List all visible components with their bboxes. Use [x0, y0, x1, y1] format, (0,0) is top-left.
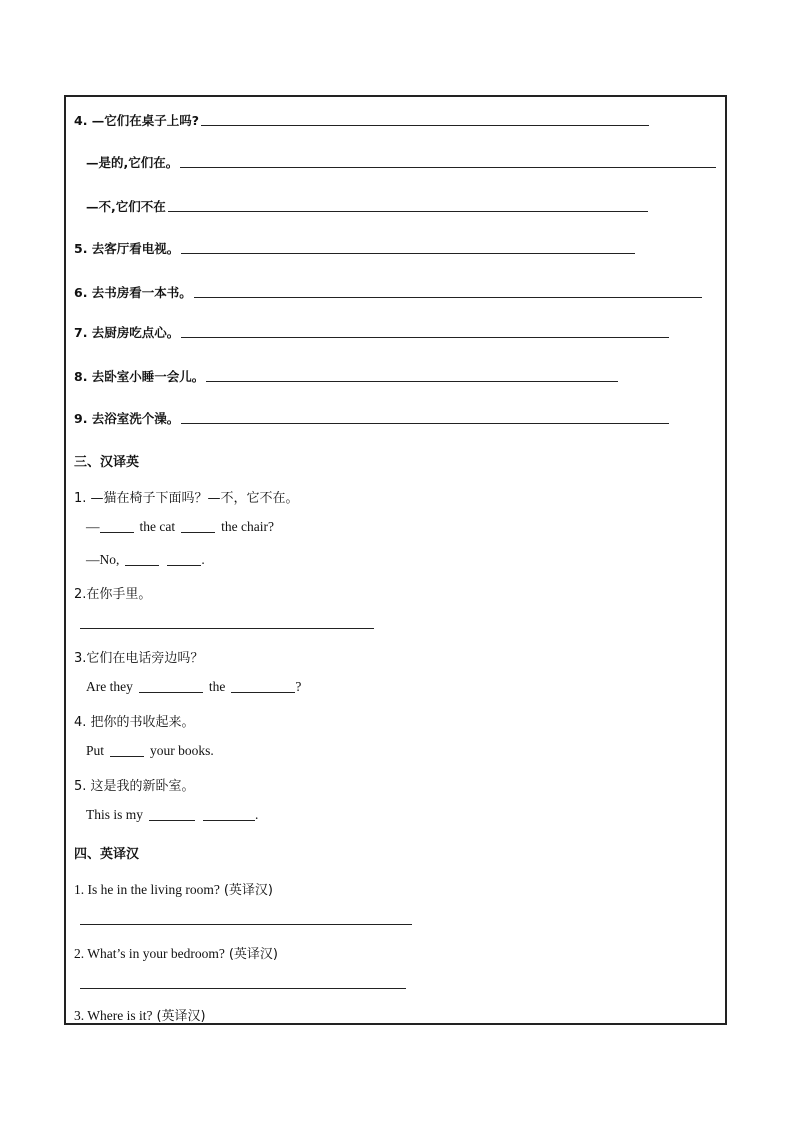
s3-q3a-end: ? [295, 679, 302, 694]
item-7 [74, 323, 669, 341]
item-6-label: 6. 去书房看一本书。 [74, 285, 192, 300]
s4-q1-answer-line[interactable] [80, 923, 412, 925]
s3-q5-a [86, 807, 258, 823]
item-5 [74, 239, 635, 257]
s3-q1a-mid1: the cat [139, 519, 176, 534]
answer-line-8[interactable] [206, 380, 618, 382]
s4-q2-text: 2. What’s in your bedroom? [74, 946, 225, 961]
s3-q4a-pre: Put [86, 743, 105, 758]
s3-q1b-blank1[interactable] [125, 564, 159, 566]
answer-line-4-no[interactable] [168, 210, 648, 212]
answer-line-6[interactable] [194, 296, 702, 298]
item-8 [74, 367, 618, 385]
worksheet-frame [64, 95, 727, 1025]
s3-q1: 1. —猫在椅子下面吗？—不，它不在。 [74, 491, 299, 506]
item-6 [74, 283, 702, 301]
item-4-yes [86, 153, 716, 171]
s3-q1a-blank1[interactable] [100, 531, 134, 533]
s3-q3a-blank2[interactable] [231, 691, 295, 693]
s3-q1b-end: . [201, 552, 205, 567]
item-4-no-label: —不,它们不在 [86, 199, 166, 214]
item-4-no [86, 197, 648, 215]
item-9-label: 9. 去浴室洗个澡。 [74, 411, 180, 426]
s3-q1-b [86, 552, 205, 568]
s4-q3 [74, 1005, 206, 1024]
s3-q5: 5. 这是我的新卧室。 [74, 779, 195, 794]
answer-line-4-yes[interactable] [180, 166, 716, 168]
s3-q1a-mid2: the chair? [221, 519, 274, 534]
s4-q3-tag: (英译汉) [156, 1009, 206, 1024]
s3-q4-a [86, 743, 214, 759]
s3-q2-answer-line[interactable] [80, 627, 374, 629]
answer-line-5[interactable] [181, 252, 635, 254]
s4-q3-text: 3. Where is it? [74, 1008, 153, 1023]
s3-q1a-pre: — [86, 519, 100, 534]
s4-q2 [74, 943, 278, 962]
s4-q2-tag: (英译汉) [228, 947, 279, 962]
s3-q2: 2.在你手里。 [74, 587, 152, 602]
s3-q4a-blank[interactable] [110, 755, 144, 757]
item-9 [74, 409, 669, 427]
s3-q3: 3.它们在电话旁边吗？ [74, 651, 204, 666]
s3-q5a-end: . [255, 807, 259, 822]
item-4-yes-label: —是的,它们在。 [86, 155, 179, 170]
item-4-label: 4. —它们在桌子上吗? [74, 113, 200, 128]
s4-q1-text: 1. Is he in the living room? [74, 882, 220, 897]
item-7-label: 7. 去厨房吃点心。 [74, 325, 180, 340]
section-4-heading: 四、英译汉 [74, 847, 140, 862]
s3-q4a-end: your books. [150, 743, 214, 758]
s3-q3a-mid: the [208, 679, 226, 694]
s3-q1b-pre: —No, [86, 552, 120, 567]
s3-q4: 4. 把你的书收起来。 [74, 715, 195, 730]
s3-q3a-blank1[interactable] [139, 691, 203, 693]
s4-q2-answer-line[interactable] [80, 987, 406, 989]
s3-q1-a [86, 519, 274, 535]
s3-q5a-blank2[interactable] [203, 819, 255, 821]
section-3-heading: 三、汉译英 [74, 455, 140, 470]
item-5-label: 5. 去客厅看电视。 [74, 241, 180, 256]
s3-q5a-pre: This is my [86, 807, 144, 822]
s3-q5a-blank1[interactable] [149, 819, 195, 821]
s3-q1b-blank2[interactable] [167, 564, 201, 566]
answer-line-4[interactable] [201, 124, 649, 126]
s3-q3a-pre: Are they [86, 679, 133, 694]
s4-q1 [74, 879, 273, 898]
item-8-label: 8. 去卧室小睡一会儿。 [74, 369, 205, 384]
s3-q1a-blank2[interactable] [181, 531, 215, 533]
item-4 [74, 111, 649, 129]
s4-q1-tag: (英译汉) [223, 883, 274, 898]
answer-line-7[interactable] [181, 336, 669, 338]
s3-q3-a [86, 679, 301, 695]
answer-line-9[interactable] [181, 422, 669, 424]
